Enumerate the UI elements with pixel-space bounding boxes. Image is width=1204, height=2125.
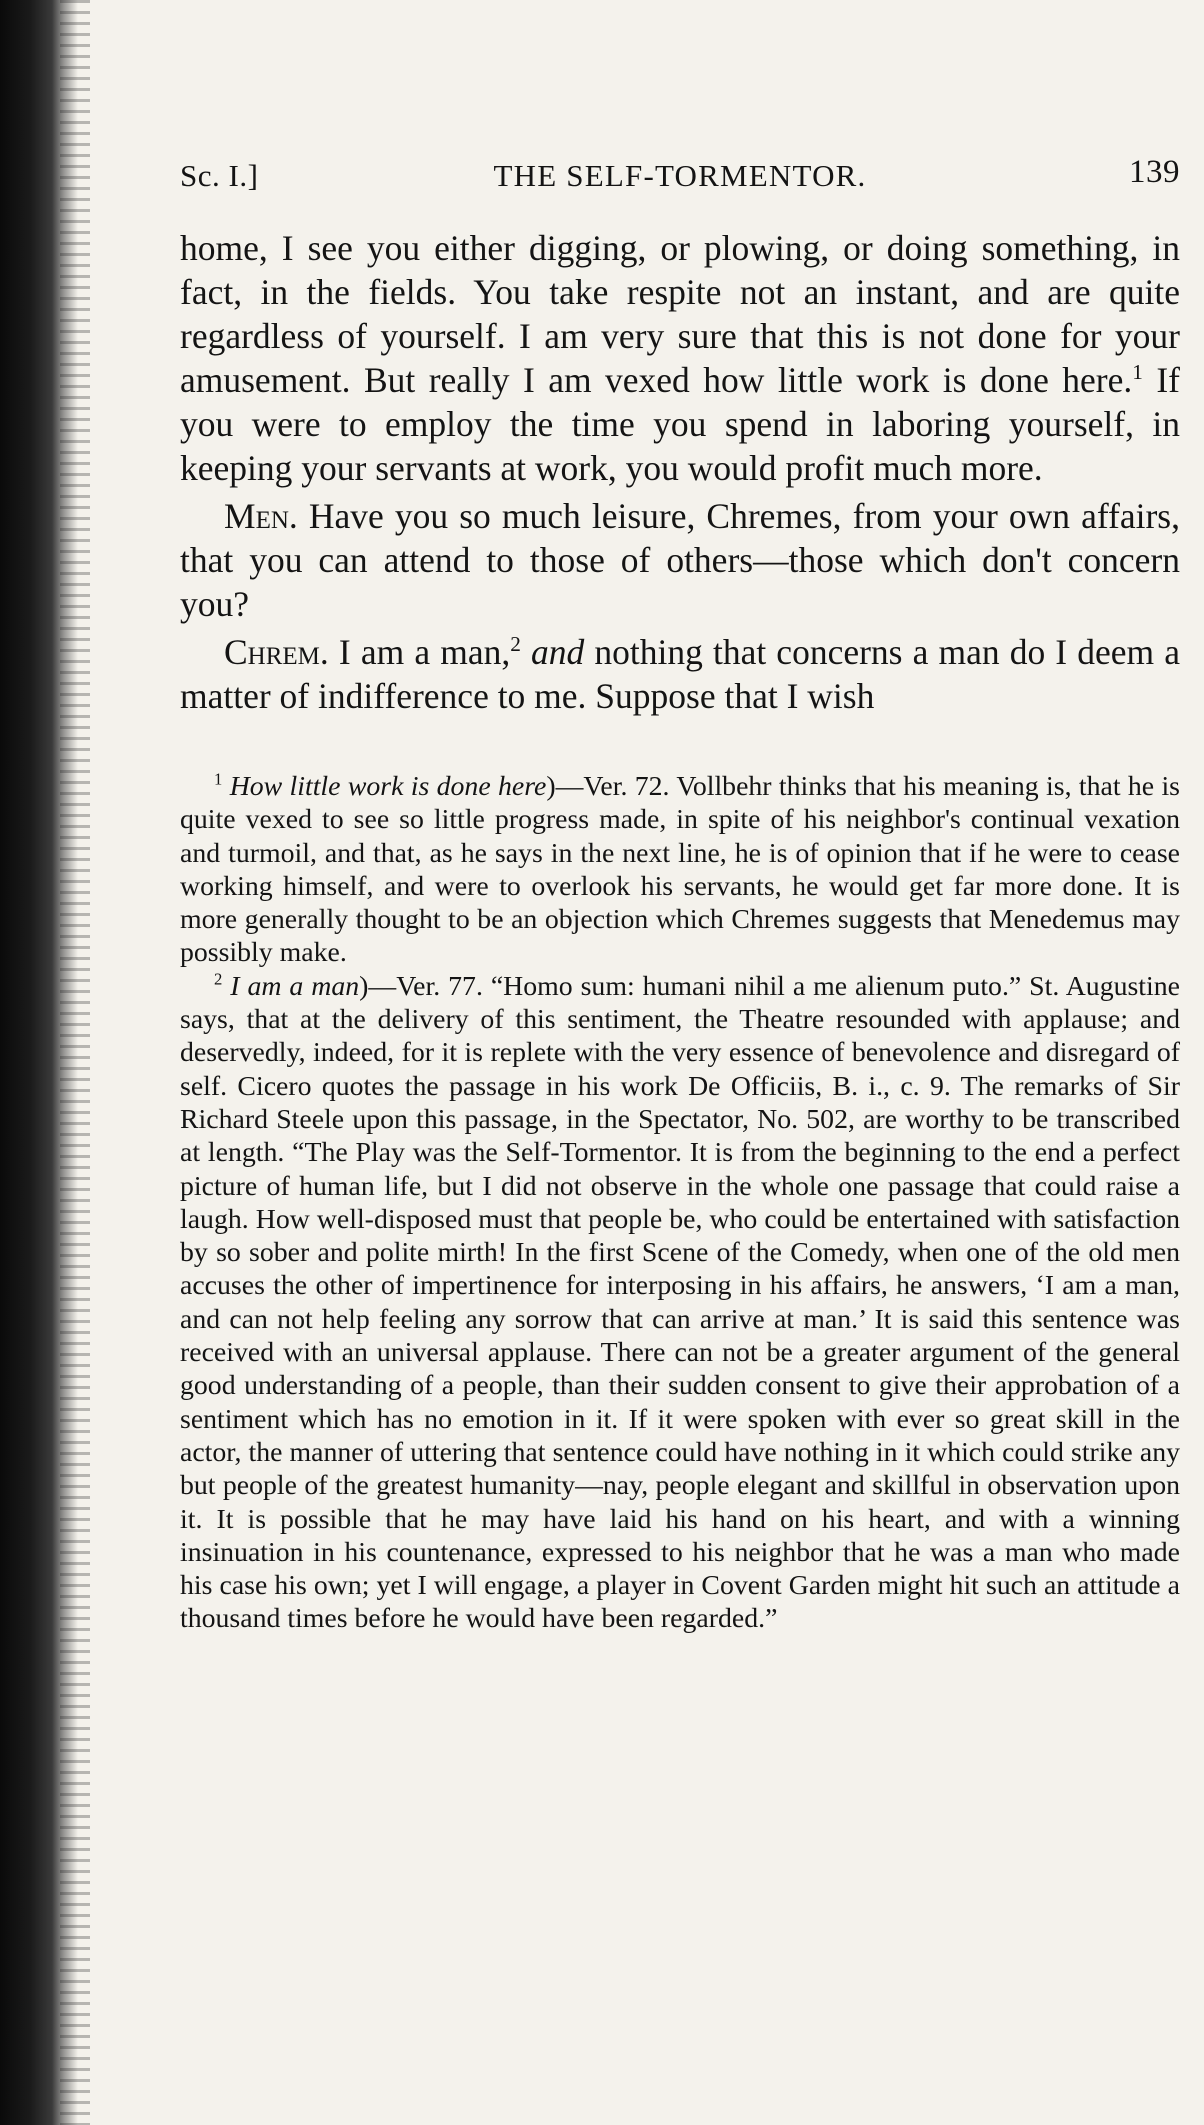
footnote-1-text: )—Ver. 72. Vollbehr thinks that his meaning is, that he is quite vexed to see so little progress made, in spite of his neighbor's continual vexation and turmoil, and that, as he says in the next line, he is of opinion that if he were to cease working himself, and were to overlook his servants, he would get far more done. It is more generally thought to be an objection which Chremes suggests that Menedemus may possibly make.: [180, 771, 1180, 969]
footnote-ref-2: 2: [510, 632, 521, 657]
paragraph-3-text-a: I am a man,: [328, 632, 511, 672]
footnote-1: [180, 770, 1180, 970]
footnote-1-lemma: How little work is done here: [229, 771, 547, 802]
running-title: THE SELF-TORMENTOR.: [493, 158, 867, 193]
paragraph-3-text-b: nothing that concerns a man do I deem a matter of indifference to me. Suppose that I wish: [180, 632, 1181, 716]
speaker-chrem: Chrem.: [224, 632, 329, 672]
paragraph-1-text: home, I see you either digging, or plowing, or doing something, in fact, in the fields. You take respite not an instant, and are quite regardless of yourself. I am very sure that this is not done for your amusement. But really I am vexed how little work is done here.: [180, 228, 1180, 400]
footnote-1-mark: 1: [214, 769, 223, 789]
paragraph-1-tail: If you were to employ the time you spend in laboring yourself, in keeping your servants at work, you would profit much more.: [180, 360, 1180, 488]
footnote-ref-1: 1: [1132, 360, 1143, 385]
paragraph-2: [180, 494, 1180, 626]
footnote-2-lemma: I am a man: [230, 970, 360, 1002]
paragraph-1: [180, 226, 1180, 490]
paragraph-3-and: and: [531, 632, 585, 672]
scene-label: Sc. I.]: [180, 158, 259, 193]
footnote-2-mark: 2: [214, 969, 223, 989]
running-header: [180, 150, 1180, 196]
speaker-men: Men.: [224, 496, 298, 536]
paragraph-3: [180, 630, 1180, 718]
paragraph-2-text: Have you so much leisure, Chremes, from your own affairs, that you can attend to those of others—those which don't concern you?: [180, 496, 1180, 624]
page-number: 139: [1129, 154, 1180, 190]
footnote-2-text: )—Ver. 77. “Homo sum: humani nihil a me alienum puto.” St. Augustine says, that at the delivery of this sentiment, the Theatre resounded with applause; and deservedly, indeed, for it is replete with the very essence of benevolence and disregard of self. Cicero quotes the passage in his work De Officiis, B. i., c. 9. The remarks of Sir Richard Steele upon this passage, in the Spectator, No. 502, are worthy to be transcribed at length. “The Play was the Self-Tormentor. It is from the beginning to the end a perfect picture of human life, but I did not observe in the whole one passage that could raise a laugh. How well-disposed must that people be, who could be entertained with satisfaction by so sober and polite mirth! In the first Scene of the Comedy, when one of the old men accuses the other of impertinence for interposing in his affairs, he answers, ‘I am a man, and can not help feeling any sorrow that can arrive at man.’ It is said this sentence was received with an universal applause. There can not be a greater argument of the general good understanding of a people, than their sudden consent to give their approbation of a sentiment which has no emotion in it. If it were spoken with ever so great skill in the actor, the manner of uttering that sentence could have nothing in it which could strike any but people of the greatest humanity—nay, people elegant and skillful in observation upon it. It is possible that he may have laid his hand on his heart, and with a winning insinuation in his countenance, expressed to his neighbor that he was a man who made his case his own; yet I will engage, a player in Covent Garden might hit such an attitude a thousand times before he would have been regarded.”: [180, 970, 1180, 1635]
footnote-2: [180, 970, 1180, 1636]
footnotes: [180, 770, 1180, 1636]
book-page: [180, 150, 1180, 1636]
main-text: [180, 226, 1180, 718]
page-edge-texture: [60, 0, 90, 2125]
